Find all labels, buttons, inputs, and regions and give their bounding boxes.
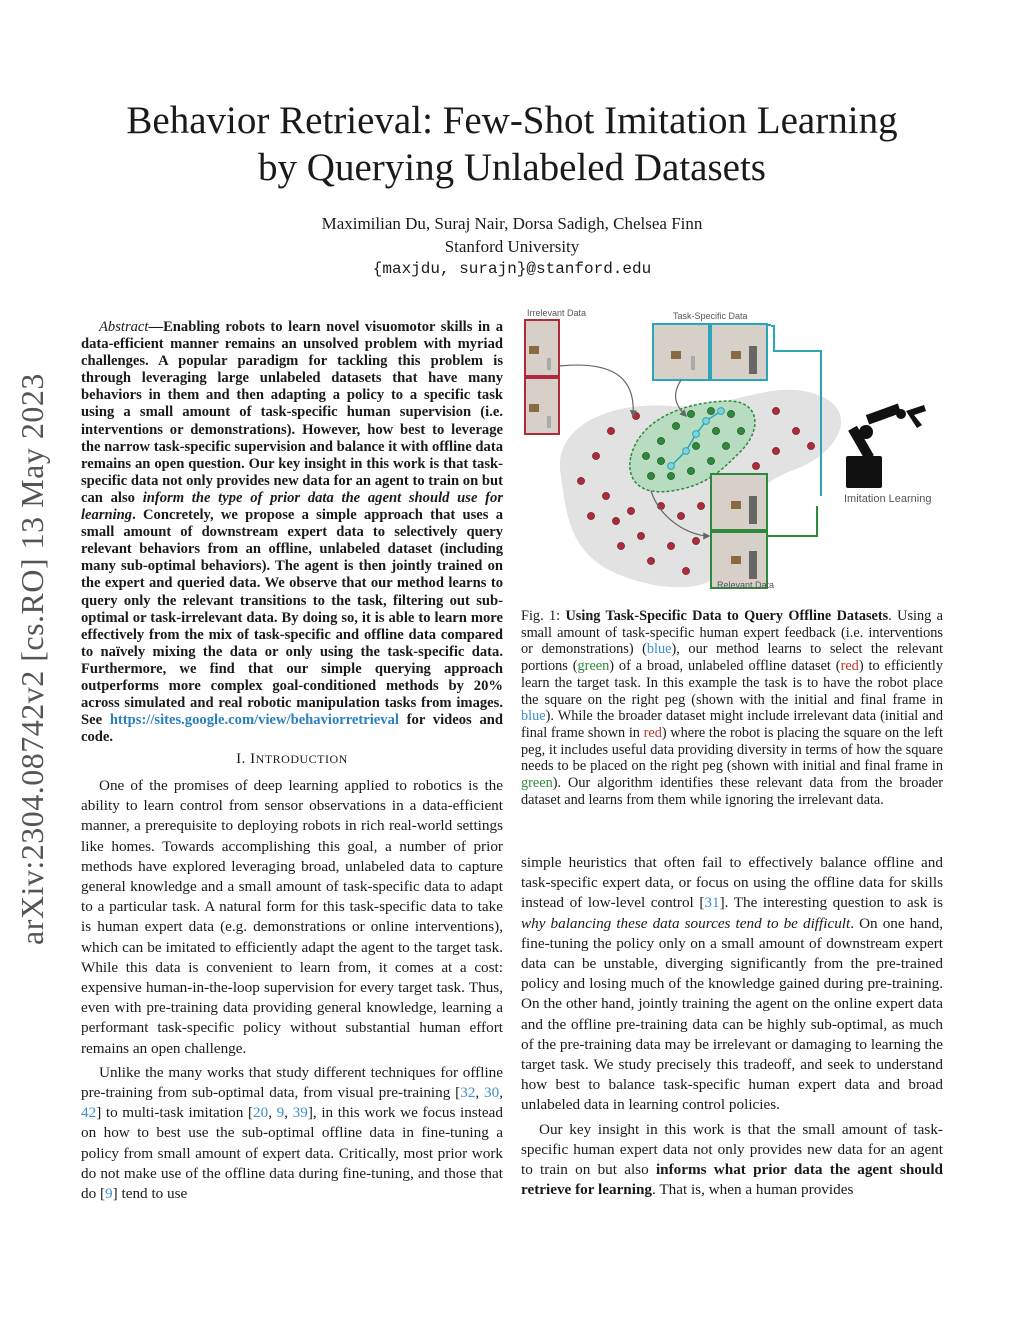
italic-run: why balancing these data sources tend to be difficult [521, 914, 851, 932]
text-run: ). While the broader dataset might include irrelevant data (initial and final frame shown in [521, 708, 943, 741]
authors: Maximilian Du, Suraj Nair, Dorsa Sadigh, Chelsea Finn [321, 214, 703, 233]
arxiv-identifier: arXiv:2304.08742v2 [cs.RO] 13 May 2023 [14, 373, 50, 945]
label-relevant: Relevant Data [717, 580, 775, 590]
citation-link[interactable]: 9 [276, 1104, 285, 1122]
relevant-to-imitation-line [767, 506, 817, 536]
text-run: , [499, 1084, 503, 1102]
abstract [81, 319, 503, 746]
text-run: ) to efficiently learn the target task. In this example the task is to have the robot place the square on the right peg (shown with the initial and final frame in [521, 658, 944, 708]
text-run: Our key insight in this work is that the small amount of task-specific human expert data not only provides new data for an agent to train on but also [521, 1120, 943, 1179]
color-word-red: red [840, 658, 859, 675]
label-imitation: Imitation Learning [844, 493, 932, 505]
intro-right-column [521, 853, 943, 1200]
intro-paragraph-2 [81, 1063, 503, 1204]
citation-link[interactable]: 30 [484, 1084, 500, 1102]
bold-run: informs what prior data the agent should retrieve for learning [521, 1161, 943, 1199]
right-paragraph-2 [521, 1120, 943, 1201]
color-word-blue: blue [646, 641, 672, 658]
text-run: . That is, when a human provides [652, 1181, 854, 1199]
text-run: . On one hand, fine-tuning the policy only on a small amount of downstream expert data can be unstable, diverging significantly from the pre-trained policy and losing much of the knowledge gained during pre-training. On the other hand, jointly training the agent on the online expert data and the offline pre-training data can be highly sub-optimal, as much of the pre-training data may be irrelevant or damaging to learning the target task. We study precisely this tradeoff, and seek to understand how best to balance task-specific human expert data and broad unlabeled data in learning control policies. [521, 914, 944, 1114]
color-word-green: green [577, 658, 610, 675]
task-specific-frames [653, 324, 767, 380]
email: {maxjdu, surajn}@stanford.edu [372, 260, 652, 278]
citation-link[interactable]: 42 [81, 1104, 97, 1122]
text-run: ) of a broad, unlabeled offline dataset ( [609, 658, 841, 675]
abstract-lead: Abstract [99, 319, 149, 335]
label-irrelevant: Irrelevant Data [527, 308, 587, 318]
caption-title: Using Task-Specific Data to Query Offline Datasets [565, 608, 889, 624]
caption-prefix: Fig. 1: [521, 608, 566, 624]
intro-left-column [81, 776, 503, 1204]
text-run: simple heuristics that often fail to effectively balance offline and task-specific expert data, or focus on using the offline data for skills instead of low-level control [ [521, 854, 943, 912]
right-paragraph-1 [521, 853, 943, 1116]
citation-link[interactable]: 9 [105, 1185, 113, 1203]
citation-link[interactable]: 32 [460, 1084, 476, 1102]
text-run: ], in this work we focus instead on how to best use the sub-optimal offline data in fine-tuning a policy from small amount of expert data. Critically, most prior work do not make use of the offline data during fine-tuning, and those that do [ [81, 1104, 504, 1203]
text-run: ). Our algorithm identifies these relevant data from the broader dataset and learns from them while ignoring the irrelevant data. [521, 775, 943, 808]
intro-paragraph-1: One of the promises of deep learning applied to robotics is the ability to learn control from sensor observations in a data-efficient manner, a prerequisite to deploying robots in rich real-world settings like homes. Towards accomplishing this goal, a number of prior methods have explored leveraging broad, unlabeled data to capture general knowledge and a small amount of task-specific data to adapt to a particular task. A natural form for this task-specific data to take is human expert data (e.g. demonstrations or online interventions), which can be imitated to efficiently adapt the agent to the target task. While this data is convenient to learn from, it comes at a cost: expensive human-in-the-loop supervision for every target task. Thus, even with pre-training data providing general knowledge, learning a performant task-specific policy without substantial human effort remains an open challenge. [81, 777, 503, 1057]
relevant-frames [711, 474, 767, 588]
citation-link[interactable]: 39 [292, 1104, 308, 1122]
text-run: , [284, 1104, 293, 1122]
text-run: ), our method learns to select the relevant portions ( [521, 641, 943, 675]
text-run: ] to multi-task imitation [ [96, 1104, 254, 1122]
affiliation: Stanford University [444, 237, 580, 256]
irrelevant-frames [525, 320, 559, 434]
abstract-text-3: for videos and code. [81, 712, 503, 746]
citation-link[interactable]: 20 [253, 1104, 269, 1122]
text-run: . Using a small amount of task-specific human expert feedback (i.e. interventions or demonstrations) ( [521, 608, 943, 658]
author-block [0, 212, 1024, 281]
text-run: Unlike the many works that study different techniques for offline pre-training from sub-optimal data, from visual pre-training [ [81, 1063, 503, 1102]
color-word-green: green [521, 775, 553, 792]
abstract-text-1: —Enabling robots to learn novel visuomotor skills in a data-efficient manner remains an unsolved problem with myriad challenges. A popular paradigm for tackling this problem is through leveraging large unlabeled datasets that have many behaviors in them and then adapting a policy to a specific task using a small amount of task-specific human supervision (i.e. interventions or demonstrations). However, how best to leverage the narrow task-specific supervision and balance it with offline data remains an open question. Our key insight in this work is that task-specific data not only provides new data for an agent to train on but can also [81, 319, 503, 506]
title-line-1: Behavior Retrieval: Few-Shot Imitation Learning [126, 99, 898, 142]
label-task-specific: Task-Specific Data [673, 311, 748, 321]
section-heading: I. INTRODUCTION [236, 751, 348, 767]
text-run: , [268, 1104, 277, 1122]
figure-caption [521, 608, 943, 808]
robot-arm-icon [846, 404, 926, 488]
citation-link[interactable]: 31 [704, 894, 720, 912]
paper-title [0, 97, 1024, 191]
text-run: ]. The interesting question to ask is [719, 894, 943, 912]
arrow-irrelevant [559, 365, 633, 416]
figure-1-diagram [521, 306, 951, 596]
text-run: ] tend to use [112, 1185, 188, 1203]
text-run: ) where the robot is placing the square on the left peg, it includes useful data providing diversity in terms of how the square needs to be placed on the right peg (shown with initial and final frame in [521, 724, 943, 775]
abstract-italic: inform the type of prior data the agent should use for learning [81, 489, 504, 524]
color-word-blue: blue [521, 708, 546, 725]
color-word-red: red [643, 724, 662, 741]
title-line-2: by Querying Unlabeled Datasets [258, 146, 766, 189]
text-run: , [475, 1084, 485, 1102]
project-link[interactable]: https://sites.google.com/view/behaviorretrieval [109, 712, 399, 729]
abstract-text-2: . Concretely, we propose a simple approach that uses a small amount of downstream expert data to selectively query relevant behaviors from an offline, unlabeled dataset (including many sub-optimal behaviors). The agent is then jointly trained on the expert and queried data. We observe that our method learns to query only the relevant transitions to the task, filtering out sub-optimal or task-irrelevant data. By doing so, it is able to learn more effectively from the mix of task-specific and offline data compared to naïvely mixing the data or only using the task-specific data. Furthermore, we find that our simple querying approach outperforms more complex goal-conditioned methods by 20% across simulated and real robotic manipulation tasks from images. See [81, 507, 503, 729]
